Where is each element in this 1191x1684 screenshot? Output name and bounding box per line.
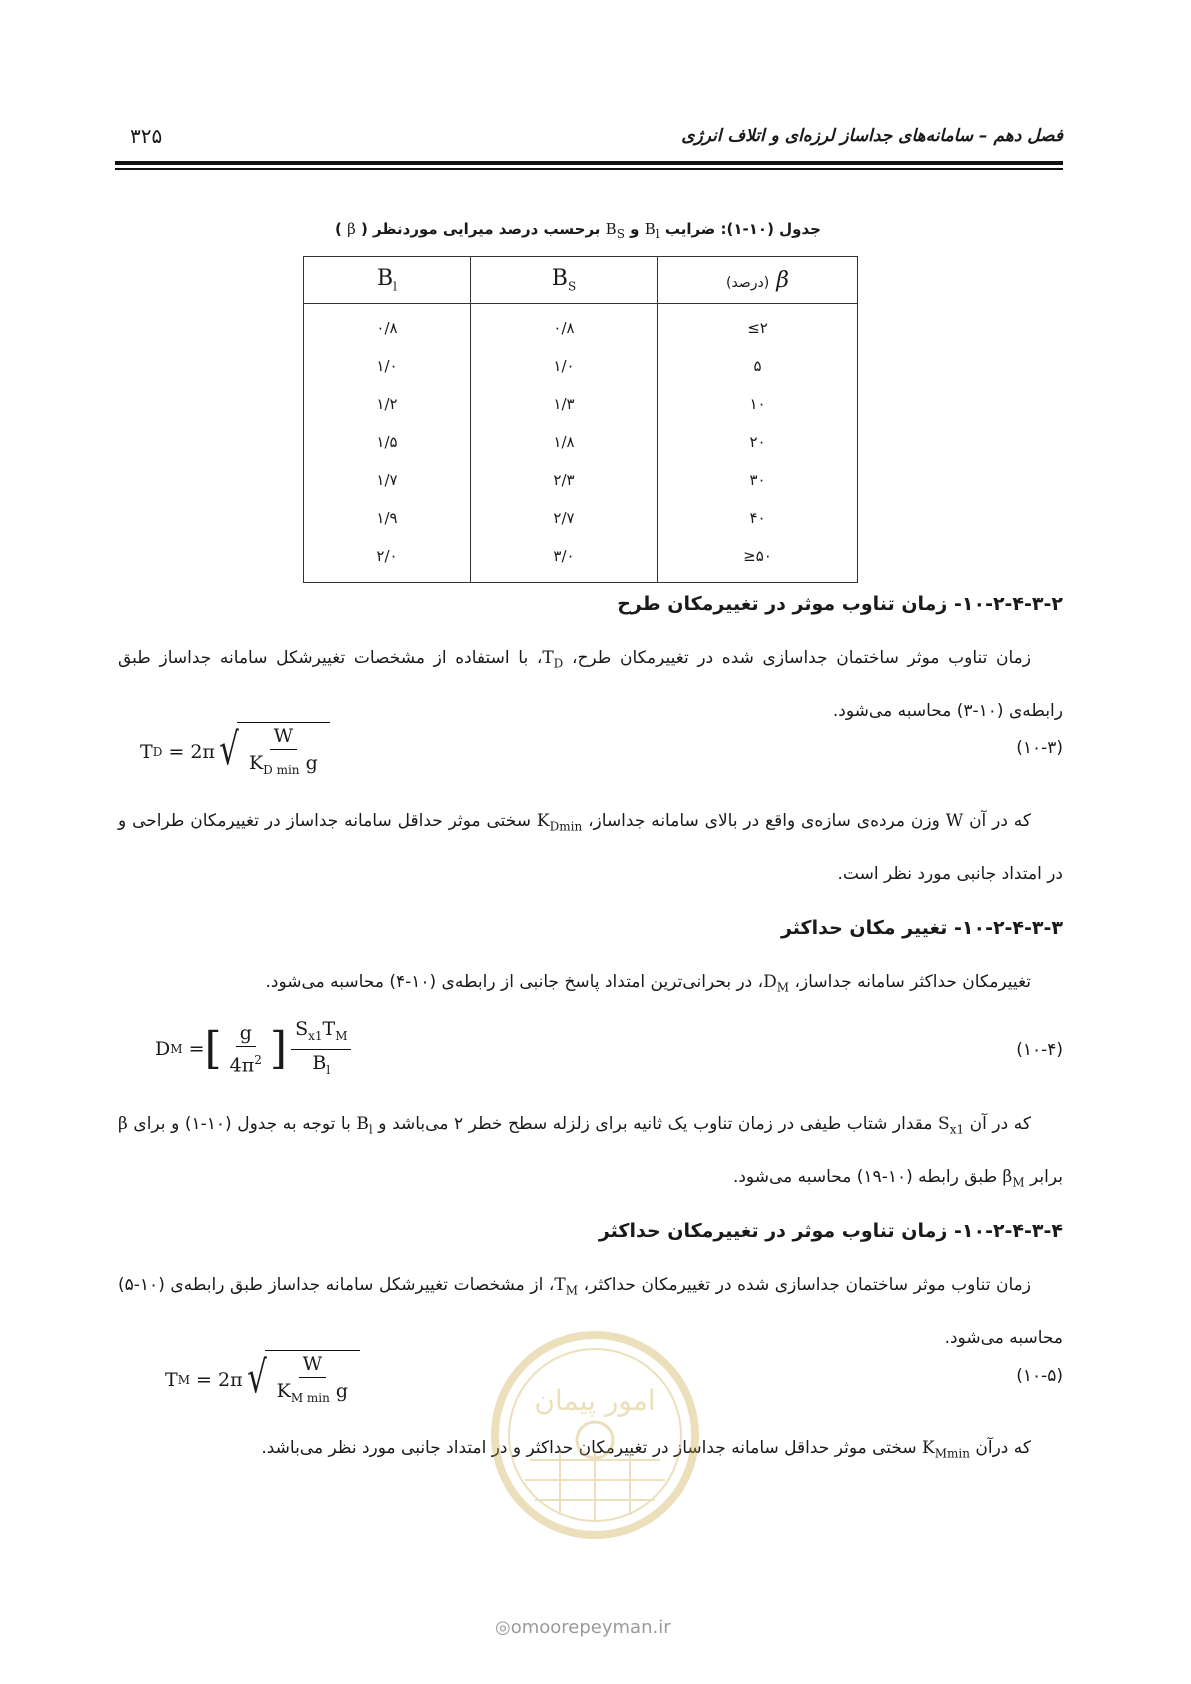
watermark-seal-icon xyxy=(490,1330,700,1540)
header-rule-thick xyxy=(115,161,1063,165)
equation-number-4: (۱۰-۴) xyxy=(1016,1040,1063,1060)
table-caption: جدول (۱۰-۱): ضرایب $B_l$ و $B_S$ برحسب درصد میرایی موردنظر ( β ) xyxy=(334,220,821,241)
header-beta: (درصد) β xyxy=(658,257,858,304)
table-row: ۱/۹ ۲/۷ ۴۰ xyxy=(304,499,858,537)
running-header-title: فصل دهم – سامانه‌های جداساز لرزه‌ای و اتلاف انرژی xyxy=(681,126,1063,146)
equation-number-5: (۱۰-۵) xyxy=(1016,1366,1063,1386)
svg-text:امور پیمان: امور پیمان xyxy=(534,1384,656,1417)
table-row: ۲/۰ ۳/۰ ≥۵۰ xyxy=(304,537,858,583)
header-bs: $B_S$ xyxy=(471,257,658,304)
equation-dm: D M = [ $\frac{g}{4\pi^2}$ ] $\frac{S_{x1}T_M}{B_l}$ xyxy=(155,1016,355,1083)
watermark-logo-icon: ◎ xyxy=(495,1617,511,1638)
paragraph-max-displacement-definition: که در آن $S_{x1}$ مقدار شتاب طیفی در زمان تناوب یک ثانیه برای زلزله سطح خطر ۲ می‌باشد و $B_l$ با توجه به جدول (۱۰-۱) و برای β برابر $\beta_M$ طبق رابطه (۱۰-۱۹) محاسبه می‌شود. xyxy=(118,1114,1063,1190)
page-number: ۳۲۵ xyxy=(130,124,163,148)
damping-coefficient-table xyxy=(303,256,858,583)
table-row: ۱/۰ ۱/۰ ۵ xyxy=(304,347,858,385)
paragraph-design-period: زمان تناوب موثر ساختمان جداسازی شده در تغییرمکان طرح، $T_D،$ با استفاده از مشخصات تغییرشکل سامانه جداساز طبق رابطه‌ی (۱۰-۳) محاسبه می‌شود. xyxy=(118,648,1063,722)
table-row: ۰/۸ ۰/۸ ≤۲ xyxy=(304,304,858,348)
paragraph-max-period: زمان تناوب موثر ساختمان جداسازی شده در تغییرمکان حداکثر، $T_M،$ از مشخصات تغییرشکل سامانه جداساز طبق رابطه‌ی (۱۰-۵) محاسبه می‌شود. xyxy=(118,1275,1063,1349)
paragraph-design-period-definition: که در آن W وزن مرده‌ی سازه‌ی واقع در بالای سامانه جداساز، $K_{Dmin}$ سختی موثر حداقل سامانه جداساز در تغییرمکان طراحی و در امتداد جانبی مورد نظر است. xyxy=(118,811,1063,885)
paragraph-max-period-definition: که درآن $K_{Mmin}$ سختی موثر حداقل سامانه جداساز در تغییرمکان حداکثر و در امتداد جانبی مورد نظر می‌باشد. xyxy=(261,1438,1031,1461)
section-heading-design-period: ۱۰-۲-۴-۳-۲- زمان تناوب موثر در تغییرمکان طرح xyxy=(617,593,1063,615)
paragraph-max-displacement: تغییرمکان حداکثر سامانه جداساز، $D_M،$ در بحرانی‌ترین امتداد پاسخ جانبی از رابطه‌ی (۱۰-۴) محاسبه می‌شود. xyxy=(265,972,1031,995)
section-heading-max-period: ۱۰-۲-۴-۳-۴- زمان تناوب موثر در تغییرمکان حداکثر xyxy=(598,1220,1063,1242)
header-rule-thin xyxy=(115,168,1063,170)
table-row: ۱/۵ ۱/۸ ۲۰ xyxy=(304,423,858,461)
watermark-site: ◎omoorepeyman.ir xyxy=(495,1617,671,1638)
header-b1: $B_l$ xyxy=(304,257,471,304)
equation-number-3: (۱۰-۳) xyxy=(1016,738,1063,758)
table-row: ۱/۷ ۲/۳ ۳۰ xyxy=(304,461,858,499)
equation-tm: T M = 2π √ $\frac{W}{K_{M min} g}$ xyxy=(165,1350,360,1411)
table-row: ۱/۲ ۱/۳ ۱۰ xyxy=(304,385,858,423)
equation-td: T D = 2π √ $\frac{W}{K_{D min} g}$ xyxy=(140,722,330,783)
section-heading-max-displacement: ۱۰-۲-۴-۳-۳- تغییر مکان حداکثر xyxy=(780,917,1063,939)
